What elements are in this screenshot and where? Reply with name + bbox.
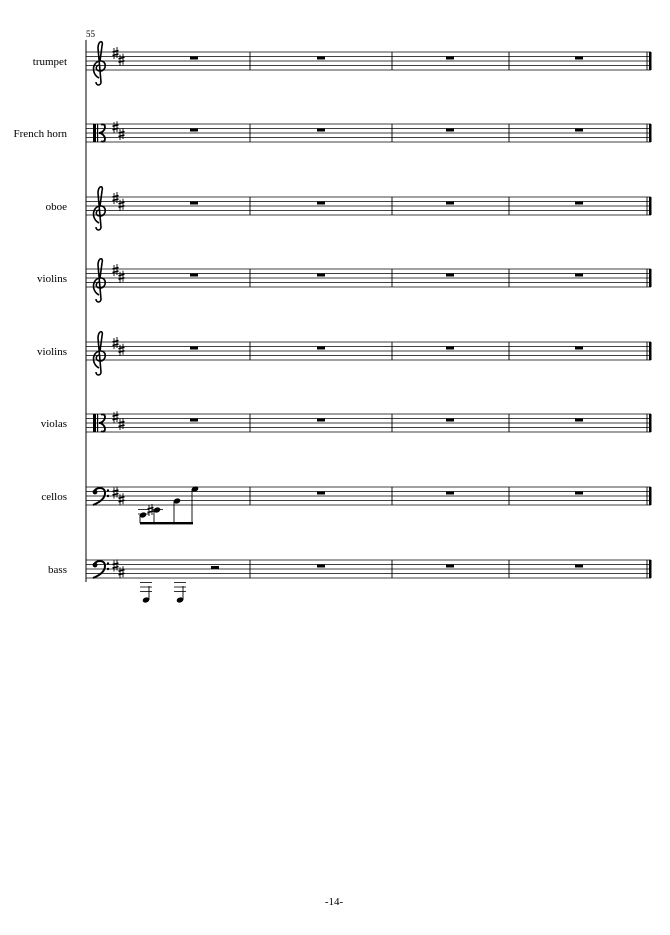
staff-5 <box>37 332 651 375</box>
whole-rest <box>317 202 325 205</box>
whole-rest <box>190 129 198 132</box>
bass-clef-icon <box>93 488 110 505</box>
whole-rest <box>575 419 583 422</box>
instrument-label: violins <box>37 346 67 358</box>
treble-clef-icon <box>93 259 105 302</box>
whole-rest <box>446 129 454 132</box>
final-barline-thick <box>649 269 652 287</box>
sharp-icon <box>113 411 119 423</box>
final-barline-thick <box>649 342 652 360</box>
sharp-icon <box>119 344 125 356</box>
whole-rest <box>446 202 454 205</box>
final-barline-thick <box>649 52 652 70</box>
whole-rest <box>446 57 454 60</box>
sharp-icon <box>113 337 119 349</box>
whole-rest <box>575 347 583 350</box>
final-barline-thick <box>649 197 652 215</box>
staff-7 <box>41 485 651 524</box>
whole-rest <box>446 347 454 350</box>
final-barline-thick <box>649 124 652 142</box>
half-rest <box>211 566 219 569</box>
whole-rest <box>575 202 583 205</box>
sharp-icon <box>113 47 119 59</box>
treble-clef-icon <box>93 332 105 375</box>
sharp-icon <box>113 121 119 133</box>
whole-rest <box>575 57 583 60</box>
staff-6 <box>41 411 652 432</box>
whole-rest <box>317 419 325 422</box>
instrument-label: trumpet <box>32 56 67 68</box>
sharp-icon <box>113 192 119 204</box>
sharp-icon <box>113 560 119 572</box>
instrument-label: bass <box>48 564 67 576</box>
staff-3 <box>46 187 652 230</box>
whole-rest <box>190 419 198 422</box>
staff-4 <box>37 259 651 302</box>
staff-8 <box>48 560 651 604</box>
whole-rest <box>317 129 325 132</box>
sharp-icon <box>119 199 125 211</box>
whole-rest <box>317 347 325 350</box>
sharp-icon <box>119 418 125 430</box>
treble-clef-icon <box>93 42 105 85</box>
treble-clef-icon <box>93 187 105 230</box>
sharp-icon <box>119 566 125 578</box>
whole-rest <box>575 129 583 132</box>
whole-rest <box>575 274 583 277</box>
whole-rest <box>190 202 198 205</box>
whole-rest <box>575 565 583 568</box>
final-barline-thick <box>649 414 652 432</box>
measure-number: 55 <box>86 29 95 39</box>
whole-rest <box>190 347 198 350</box>
whole-rest <box>317 492 325 495</box>
instrument-label: violins <box>37 273 67 285</box>
whole-rest <box>446 419 454 422</box>
whole-rest <box>317 274 325 277</box>
beam <box>140 522 193 524</box>
whole-rest <box>446 274 454 277</box>
page-number: -14- <box>324 896 344 908</box>
final-barline-thick <box>649 560 652 578</box>
whole-rest <box>190 57 198 60</box>
sharp-icon <box>119 271 125 283</box>
whole-rest <box>575 492 583 495</box>
whole-rest <box>190 274 198 277</box>
quarter-notes <box>140 583 186 604</box>
instrument-label: French horn <box>13 128 67 140</box>
sharp-icon <box>119 128 125 140</box>
staff-1 <box>33 42 652 85</box>
instrument-label: oboe <box>45 201 67 213</box>
whole-rest <box>317 565 325 568</box>
sharp-icon <box>119 493 125 505</box>
final-barline-thick <box>649 487 652 505</box>
whole-rest <box>446 492 454 495</box>
instrument-label: violas <box>40 418 67 430</box>
sharp-icon <box>119 54 125 66</box>
staff-2 <box>14 121 652 142</box>
instrument-label: cellos <box>41 491 67 503</box>
whole-rest <box>446 565 454 568</box>
sharp-icon <box>113 487 119 499</box>
bass-clef-icon <box>93 561 110 578</box>
sharp-icon <box>113 264 119 276</box>
whole-rest <box>317 57 325 60</box>
